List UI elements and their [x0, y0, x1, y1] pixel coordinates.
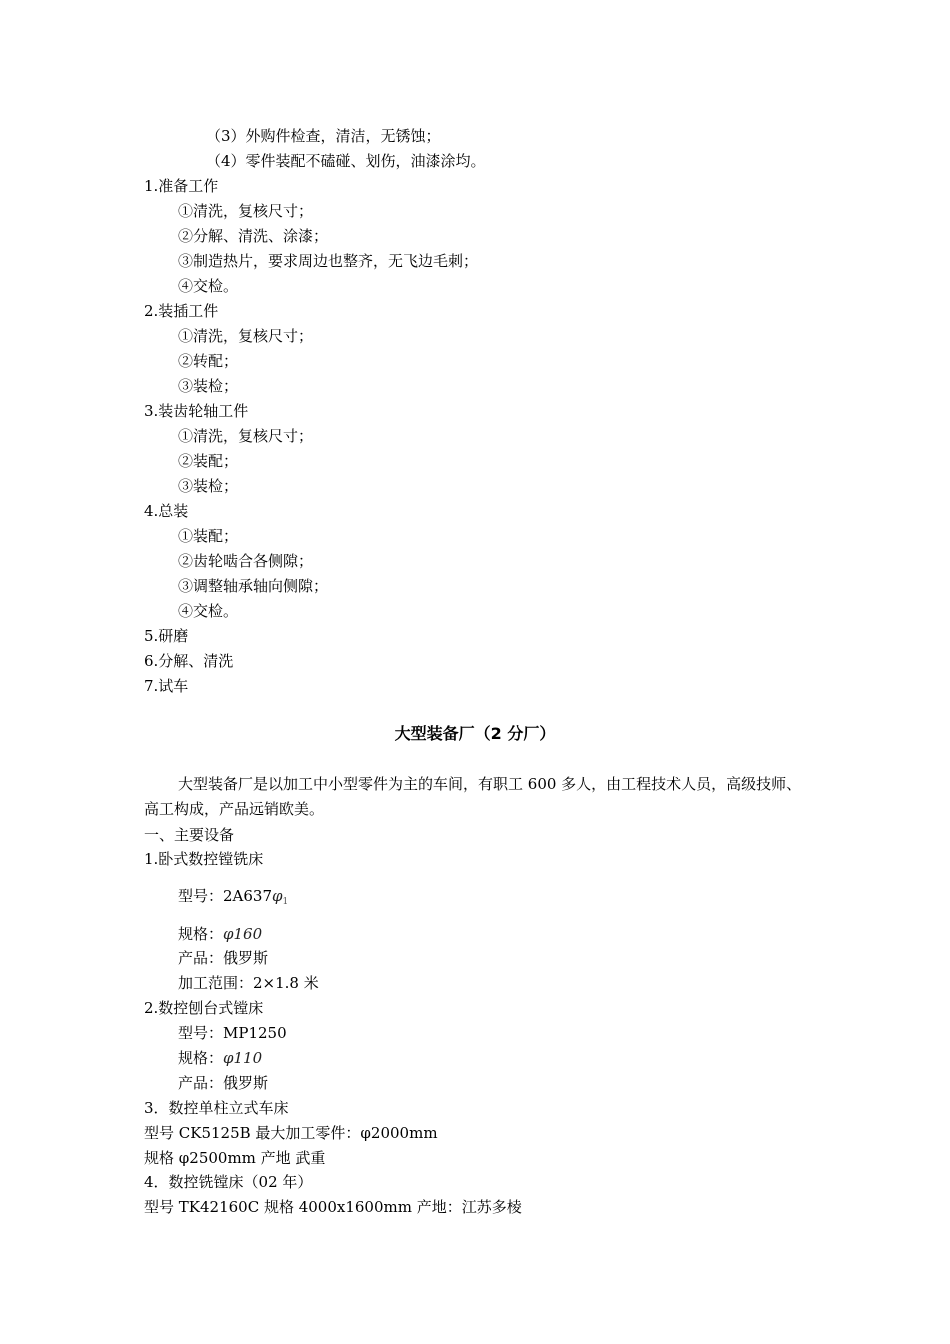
spec-value: φ110	[223, 1049, 263, 1067]
equipment-origin: 产品：俄罗斯	[178, 1074, 269, 1092]
equipment-name: 4．数控铣镗床（02 年）	[144, 1173, 313, 1191]
step-heading: 6.分解、清洗	[144, 652, 234, 670]
list-item: ①清洗，复核尺寸；	[178, 327, 314, 345]
step-heading: 5.研磨	[144, 627, 189, 645]
phi-symbol: φ	[272, 887, 283, 905]
list-item: ②装配；	[178, 452, 239, 470]
list-item: ④交检。	[178, 277, 239, 295]
list-item: ②齿轮啮合各侧隙；	[178, 552, 314, 570]
list-item: ③调整轴承轴向侧隙；	[178, 577, 329, 595]
list-item: ③装检；	[178, 377, 239, 395]
section-title: 大型装备厂（2 分厂）	[394, 724, 556, 743]
equipment-spec	[178, 1048, 262, 1068]
step-heading: 3.装齿轮轴工件	[144, 402, 249, 420]
spec-label: 规格：	[178, 1049, 224, 1067]
model-label: 型号：	[178, 887, 224, 905]
spec-value: φ160	[223, 925, 263, 943]
list-item: ③制造热片，要求周边也整齐，无飞边毛刺；	[178, 252, 479, 270]
equipment-model	[178, 886, 288, 912]
equipment-model: 型号：MP1250	[178, 1024, 287, 1042]
list-item: ①装配；	[178, 527, 239, 545]
equipment-range: 加工范围：2×1.8 米	[178, 974, 319, 992]
list-item: ②转配；	[178, 352, 239, 370]
model-value: 2A637	[223, 887, 273, 905]
equipment-name: 1.卧式数控镗铣床	[144, 850, 264, 868]
step-heading: 4.总装	[144, 502, 189, 520]
step-heading: 7.试车	[144, 677, 189, 695]
step-heading: 1.准备工作	[144, 177, 219, 195]
list-item: ①清洗，复核尺寸；	[178, 427, 314, 445]
intro-paragraph: 大型装备厂是以加工中小型零件为主的车间，有职工 600 多人，由工程技术人员，高级技师、高工构成，产品远销欧美。	[144, 775, 802, 818]
equipment-origin: 产品：俄罗斯	[178, 949, 269, 967]
equipment-spec	[178, 924, 262, 944]
equipment-name: 2.数控刨台式镗床	[144, 999, 264, 1017]
list-item: ④交检。	[178, 602, 239, 620]
list-item: （4）零件装配不磕碰、划伤，油漆涂均。	[206, 152, 486, 170]
list-item: ②分解、清洗、涂漆；	[178, 227, 329, 245]
equipment-detail: 规格 φ2500mm 产地 武重	[144, 1149, 326, 1167]
list-item: ③装检；	[178, 477, 239, 495]
equipment-name: 3．数控单柱立式车床	[144, 1099, 289, 1117]
section-heading: 一、主要设备	[144, 826, 235, 844]
spec-label: 规格：	[178, 925, 224, 943]
list-item: ①清洗，复核尺寸；	[178, 202, 314, 220]
equipment-detail: 型号 TK42160C 规格 4000x1600mm 产地：江苏多棱	[144, 1198, 522, 1216]
equipment-detail: 型号 CK5125B 最大加工零件：φ2000mm	[144, 1124, 438, 1142]
list-item: （3）外购件检查，清洁，无锈蚀；	[206, 127, 441, 145]
phi-subscript: 1	[282, 897, 289, 907]
step-heading: 2.装插工件	[144, 302, 219, 320]
